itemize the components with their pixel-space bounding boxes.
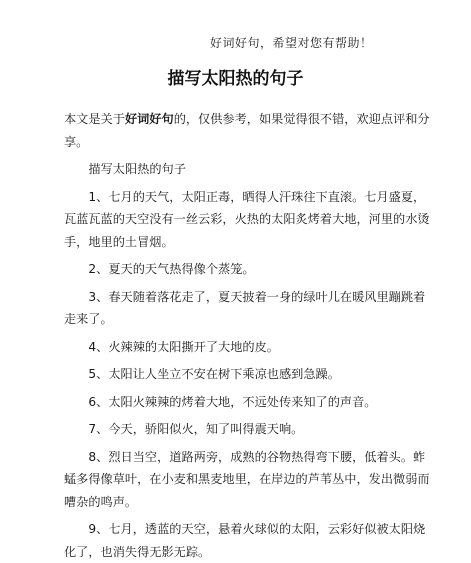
sentence-6: 6、太阳火辣辣的烤着大地，不远处传来知了的声音。 (88, 394, 377, 409)
sentence-7: 7、今天，骄阳似火，知了叫得震天响。 (88, 422, 304, 436)
sentence-8: 8、烈日当空，道路两旁，成熟的谷物热得弯下腰，低着头。蚱蜢多得像草叶，在小麦和黑麦地里，在岸边的芦苇丛中，发出微弱而嘈杂的鸣声。 (64, 449, 430, 509)
sentence-1: 1、七月的天气，太阳正毒，晒得人汗珠往下直滚。七月盛夏，瓦蓝瓦蓝的天空没有一丝云彩，火热的太阳炙烤着大地，河里的水烫手，地里的土冒烟。 (64, 189, 430, 249)
sentence-5: 5、太阳让人坐立不安在树下乘凉也感到急躁。 (88, 367, 340, 381)
sentence-9: 9、七月，透蓝的天空，悬着火球似的太阳，云彩好似被太阳烧化了，也消失得无影无踪。 (64, 522, 426, 559)
section-subtitle: 描写太阳热的句子 (88, 162, 186, 176)
intro-prefix: 本文是关于 (64, 112, 125, 126)
intro-suffix: 的，仅供参考，如果觉得很不错，欢迎点评和分享。 (64, 112, 430, 149)
article-body (64, 108, 436, 563)
intro-keyword: 好词好句 (124, 112, 174, 126)
header-note: 好词好句，希望对您有帮助！ (210, 36, 373, 50)
sentence-2: 2、夏天的天气热得像个蒸笼。 (88, 262, 255, 276)
intro-paragraph (64, 108, 436, 153)
sentence-3: 3、春天随着落花走了，夏天披着一身的绿叶儿在暖风里蹦跳着走来了。 (64, 289, 426, 326)
sentence-4: 4、火辣辣的太阳撕开了大地的皮。 (88, 339, 279, 354)
page-title: 描写太阳热的句子 (167, 69, 304, 89)
